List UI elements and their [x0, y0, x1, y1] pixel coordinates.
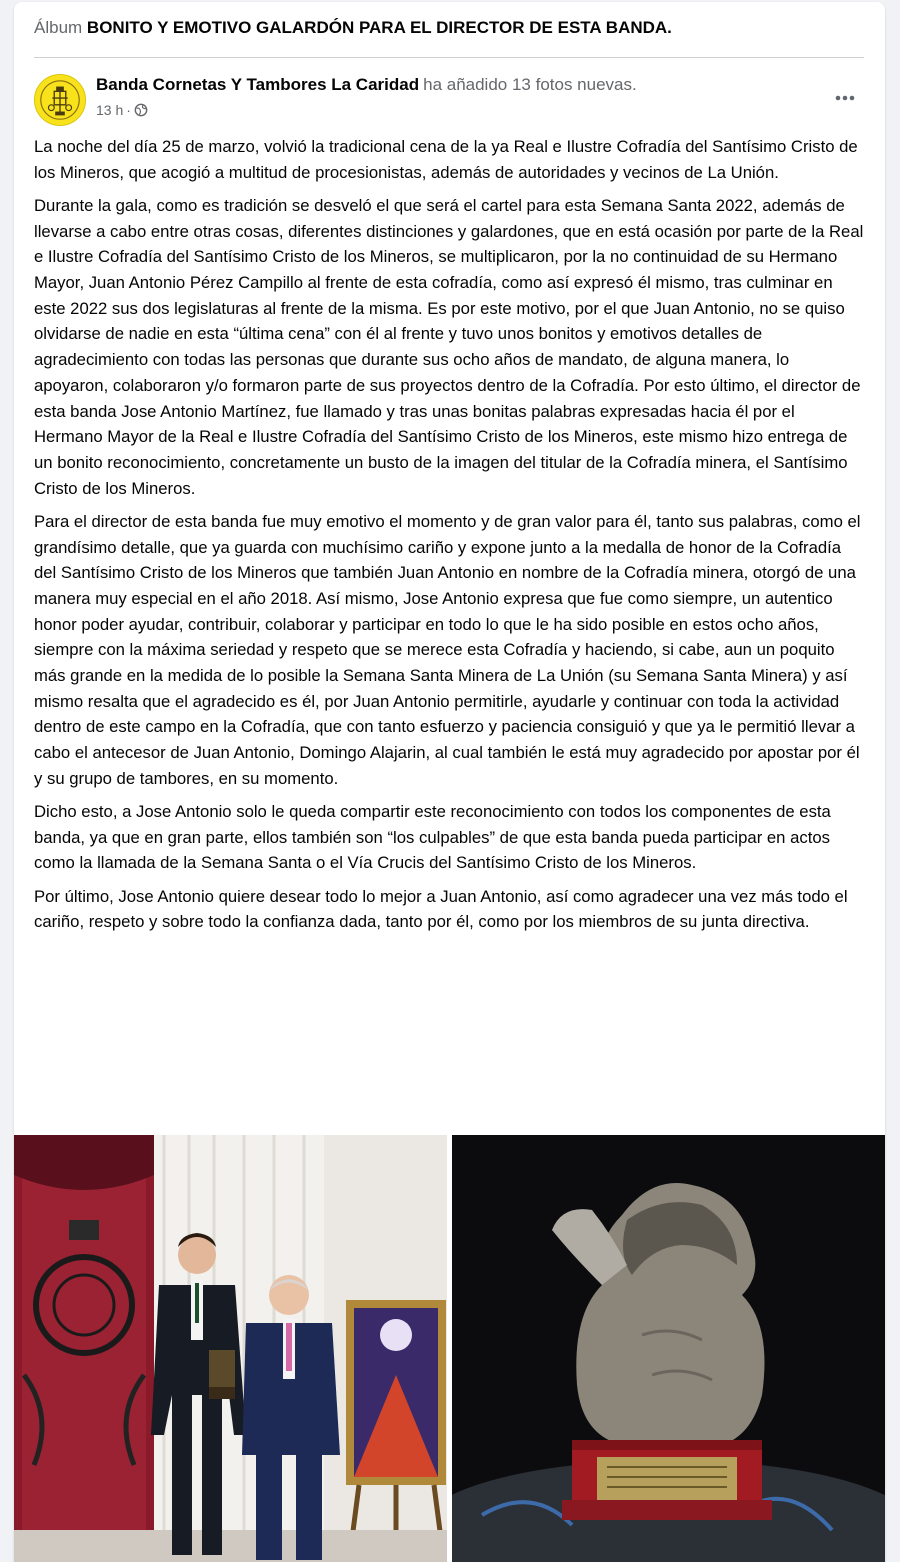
post-header	[34, 72, 865, 128]
album-title-link[interactable]: BONITO Y EMOTIVO GALARDÓN PARA EL DIRECTOR DE ESTA BANDA.	[86, 18, 672, 37]
post-paragraph: Durante la gala, como es tradición se desveló el que será el cartel para esta Semana Santa 2022, además de llevarse a cabo entre otras cosas, diferentes distinciones y galardones, que en está ocasión por parte de la Real e Ilustre Cofradía del Santísimo Cristo de los Mineros, se multiplicaron, por la no continuidad de su Hermano Mayor, Juan Antonio Pérez Campillo al frente de esta cofradía, como así expresó él mismo, tras culminar en este 2022 sus dos legislaturas al frente de la misma. Es por este motivo, por el que Juan Antonio, no se quiso olvidarse de nadie en esta “última cena” con él al frente y tuvo unos bonitos y emotivos detalles de agradecimiento con todas las personas que durante sus ocho años de mandato, de alguna manera, lo apoyaron, colaboraron y/o formaron parte de sus proyectos dentro de la Cofradía. Por esto último, el director de esta banda Jose Antonio Martínez, fue llamado y tras unas bonitas palabras expresadas hacia él por el Hermano Mayor de la Real e Ilustre Cofradía del Santísimo Cristo de los Mineros, este mismo hizo entrega de un bonito reconocimiento, concretamente un busto de la imagen del titular de la Cofradía minera, el Santísimo Cristo de los Mineros.	[34, 195, 864, 498]
meta-separator: ·	[126, 102, 131, 118]
post-paragraph: Por último, Jose Antonio quiere desear todo lo mejor a Juan Antonio, así como agradecer una vez más todo el cariño, respeto y sobre todo la confianza dada, tanto por él, como por los miembros de su junta directiva.	[34, 886, 848, 932]
more-horizontal-icon	[833, 86, 857, 110]
post-action-text: ha añadido 13 fotos nuevas.	[423, 75, 637, 94]
globe-icon	[134, 103, 148, 117]
author-line	[96, 75, 637, 95]
post-paragraph: Para el director de esta banda fue muy emotivo el momento y de gran valor para él, tanto sus palabras, como el grandísimo detalle, que ya guarda con muchísimo cariño y expone junto a la medalla de honor de la Cofradía del Santísimo Cristo de los Mineros que también Juan Antonio en nombre de la Cofradía minera, otorgó de una manera muy especial en el año 2018. Así mismo, Jose Antonio expresa que fue como siempre, un autentico honor poder ayudar, contribuir, colaborar y participar en todo lo que le ha sido posible en estos ocho años, siempre con la máxima seriedad y respeto que se merece esta Cofradía y haciendo, si cabe, aun un poquito más grande en la medida de lo posible la Semana Santa Minera de La Unión (su Semana Santa Minera) y así mismo resalta que el agradecido es él, por Juan Antonio permitirle, ayudarle y continuar con toda la actividad dentro de este campo en la Cofradía, que con tanto esfuerzo y paciencia consiguió y que ya le permitió llevar a cabo el antecesor de Juan Antonio, Domingo Alajarin, al cual también le está muy agradecido por apostar por él y su grupo de tambores, en su momento.	[34, 511, 861, 788]
post-timestamp-link[interactable]: 13 h	[96, 102, 124, 118]
more-options-button[interactable]	[825, 78, 865, 118]
post-paragraph: La noche del día 25 de marzo, volvió la tradicional cena de la ya Real e Ilustre Cofradía del Santísimo Cristo de los Mineros, que acogió a multitud de procesionistas, además de autoridades y vecinos de La Unión.	[34, 137, 858, 182]
band-emblem-icon	[35, 75, 85, 125]
post-meta	[96, 102, 148, 118]
avatar[interactable]	[34, 74, 86, 126]
author-name-link[interactable]: Banda Cornetas Y Tambores La Caridad	[96, 75, 420, 94]
album-header	[34, 16, 864, 58]
photo-bronze-bust[interactable]	[452, 1135, 885, 1562]
post-text	[34, 134, 866, 943]
post-paragraph: Dicho esto, a Jose Antonio solo le queda compartir este reconocimiento con todos los componentes de esta banda, ya que en gran parte, ellos también son “los culpables” de que esta banda pueda participar en actos como la llamada de la Semana Santa o el Vía Crucis del Santísimo Cristo de los Mineros.	[34, 802, 831, 873]
post-card	[14, 2, 885, 1562]
album-prefix: Álbum	[34, 18, 83, 37]
photo-award-ceremony[interactable]	[14, 1135, 447, 1562]
